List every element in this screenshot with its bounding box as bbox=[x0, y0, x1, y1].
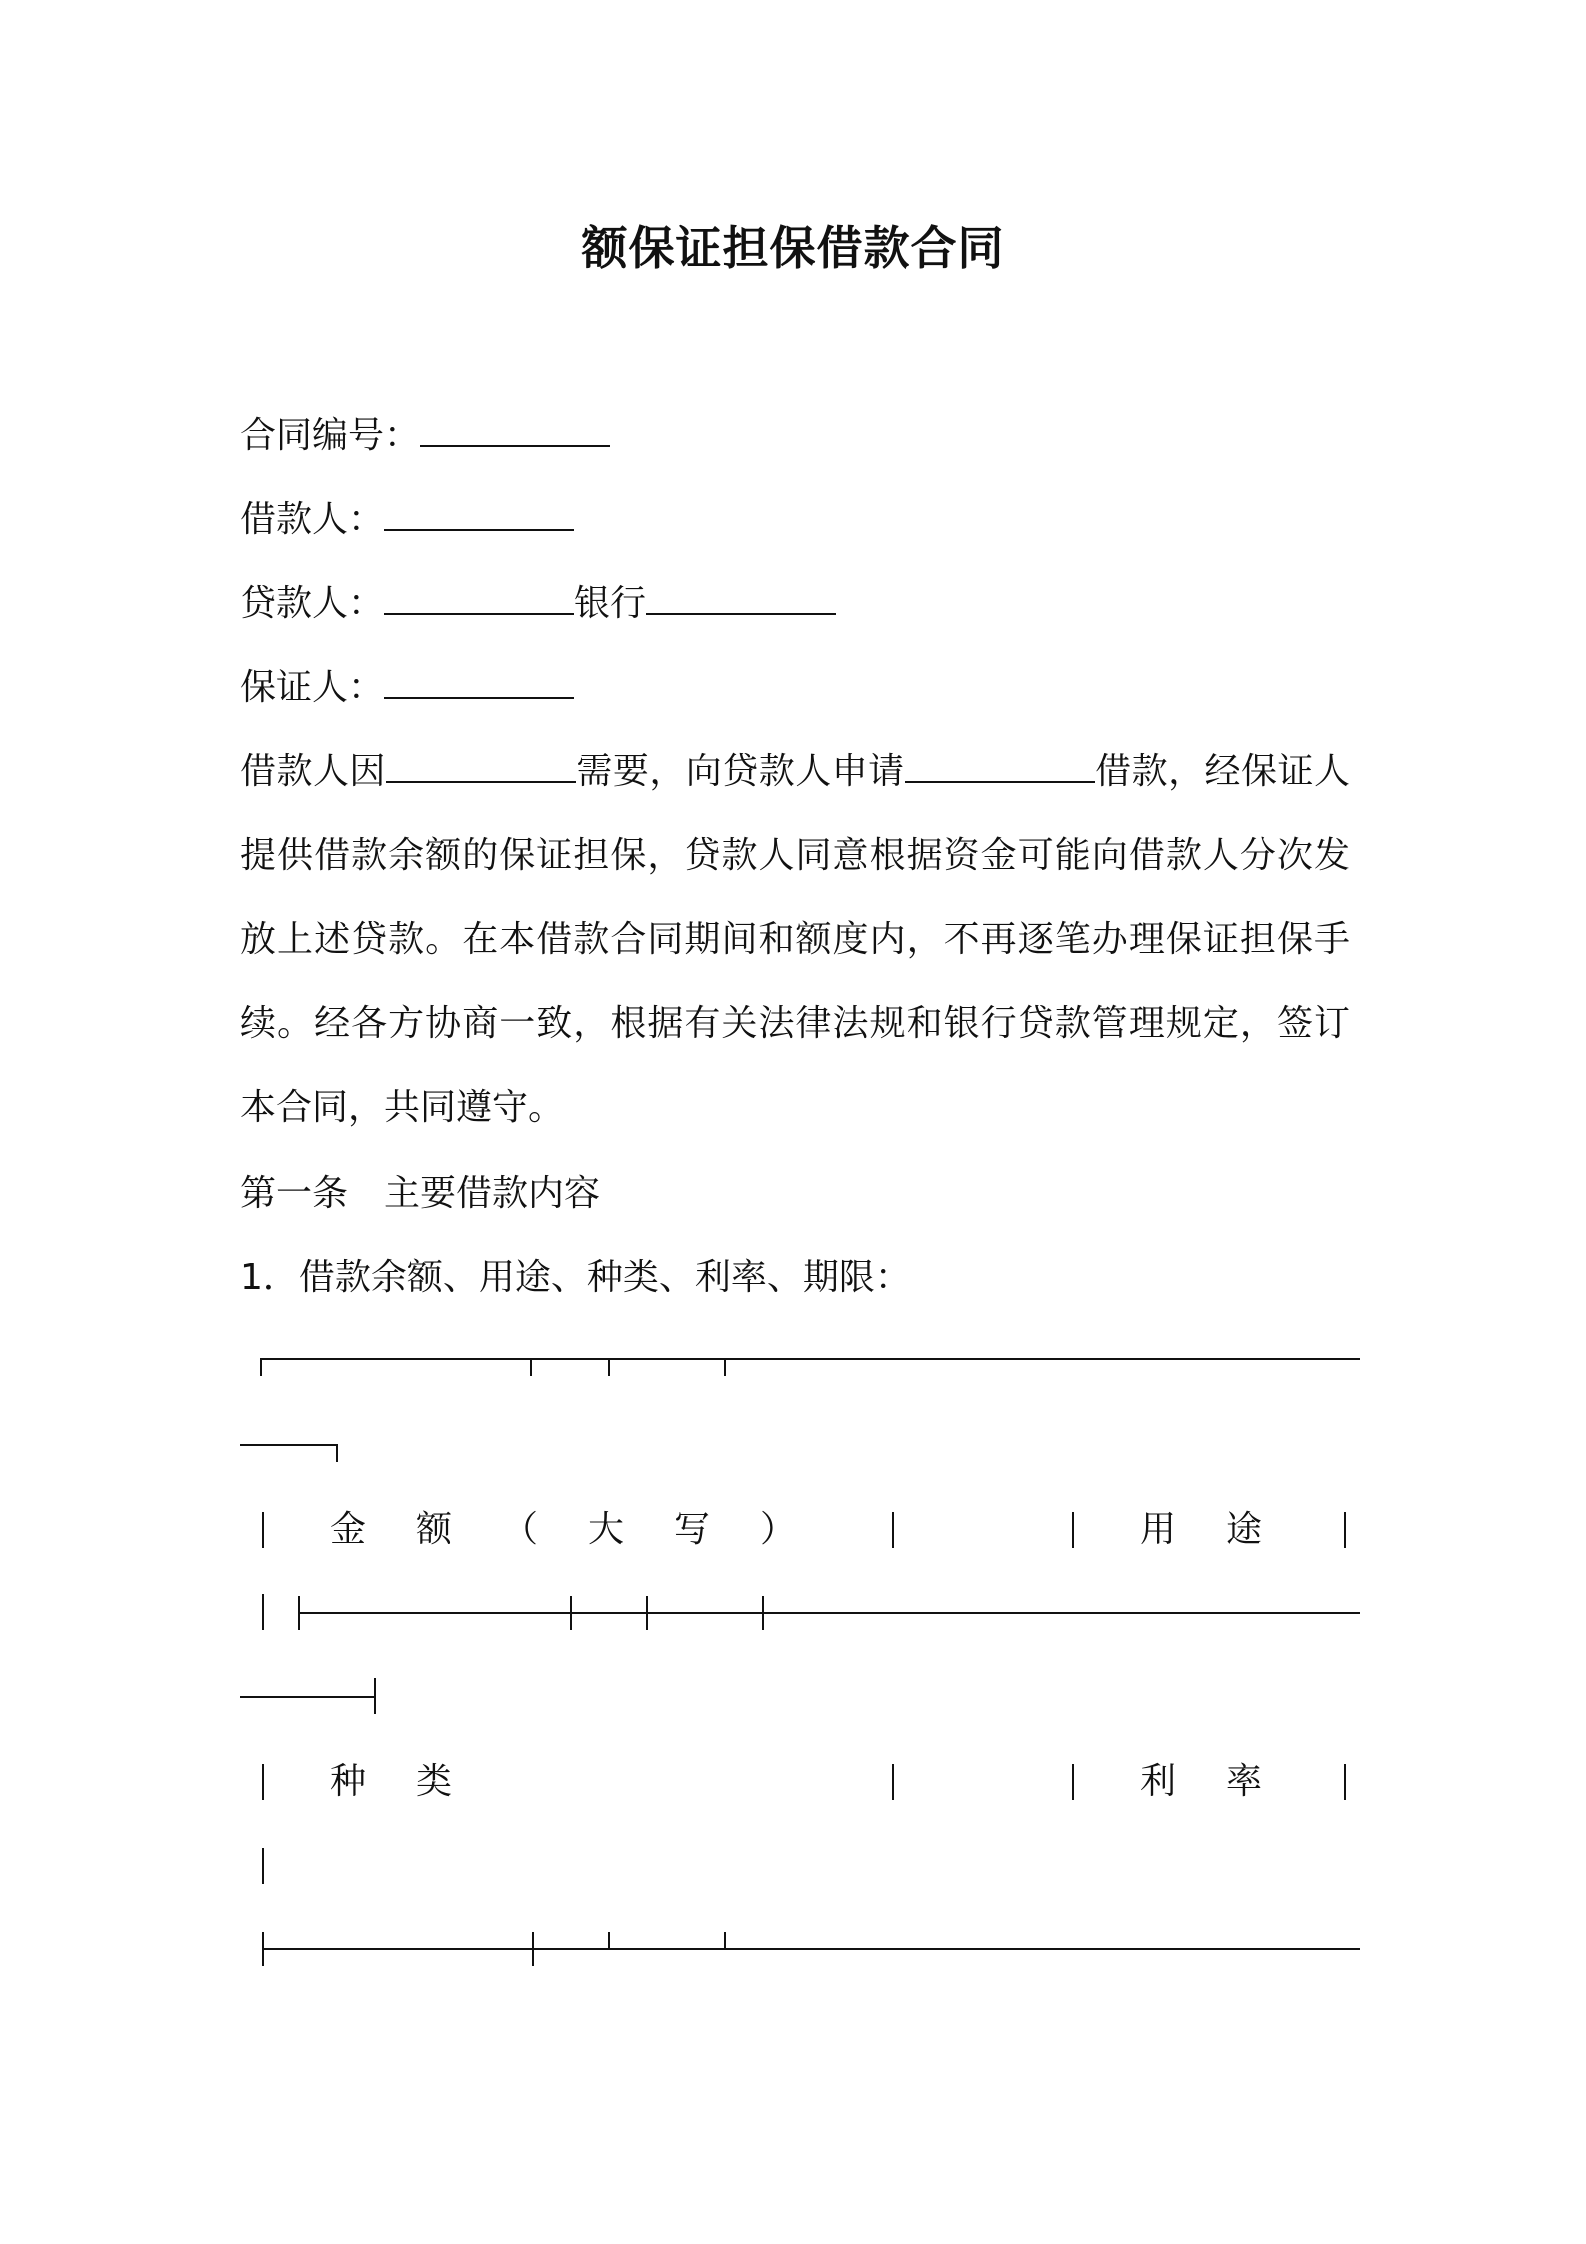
contract-number-label: 合同编号： bbox=[240, 415, 421, 456]
contract-number-blank[interactable] bbox=[420, 415, 610, 447]
preamble-paragraph bbox=[240, 730, 1350, 1150]
contract-number-line bbox=[240, 414, 610, 458]
item-1-heading: 1．借款余额、用途、种类、利率、期限： bbox=[240, 1257, 911, 1298]
table-border bbox=[298, 1612, 1360, 1614]
table-border bbox=[262, 1948, 1360, 1950]
borrower-label: 借款人： bbox=[240, 499, 385, 540]
borrower-line bbox=[240, 498, 574, 542]
lender-line bbox=[240, 582, 836, 626]
table-border bbox=[1072, 1764, 1074, 1800]
article-1-heading: 第一条 主要借款内容 bbox=[240, 1173, 601, 1214]
table-border bbox=[336, 1444, 338, 1462]
lender-label: 贷款人： bbox=[240, 583, 385, 624]
guarantor-label: 保证人： bbox=[240, 667, 385, 708]
preamble-part-2: 需要，向贷款人申请 bbox=[575, 751, 905, 792]
table-border bbox=[262, 1764, 264, 1800]
table-border bbox=[262, 1512, 264, 1548]
table-border bbox=[262, 1932, 264, 1966]
preamble-part-1: 借款人因 bbox=[240, 751, 386, 792]
table-border bbox=[530, 1358, 532, 1376]
table-border bbox=[1072, 1512, 1074, 1548]
table-border bbox=[608, 1358, 610, 1376]
amount-label: 金额（大写） bbox=[330, 1509, 847, 1550]
table-border bbox=[724, 1932, 726, 1948]
table-border bbox=[570, 1596, 572, 1630]
table-border bbox=[260, 1358, 1360, 1360]
table-border bbox=[240, 1444, 336, 1446]
table-border bbox=[892, 1512, 894, 1548]
table-border bbox=[608, 1932, 610, 1948]
guarantor-line bbox=[240, 666, 574, 710]
document-title: 额保证担保借款合同 bbox=[581, 221, 1005, 275]
purpose-blank[interactable] bbox=[386, 751, 576, 783]
type-label: 种类 bbox=[330, 1761, 503, 1802]
table-border bbox=[646, 1596, 648, 1630]
preamble-part-3: 借款，经保证人提供借款余额的保证担保，贷款人同意根据资金可能向借款人分次发放上述贷款。在本借款合同期间和额度内，不再逐笔办理保证担保手续。经各方协商一致，根据有关法律法规和银行贷款管理规定，签订本合同，共同遵守。 bbox=[240, 751, 1350, 1128]
bank-blank[interactable] bbox=[646, 583, 836, 615]
rate-label: 利率 bbox=[1140, 1761, 1313, 1802]
use-label: 用途 bbox=[1140, 1509, 1313, 1550]
bank-label: 银行 bbox=[574, 583, 647, 624]
table-border bbox=[374, 1678, 376, 1714]
table-border bbox=[724, 1358, 726, 1376]
lender-blank[interactable] bbox=[384, 583, 574, 615]
table-border bbox=[762, 1596, 764, 1630]
table-border bbox=[260, 1358, 262, 1376]
table-border bbox=[262, 1594, 264, 1630]
table-border bbox=[1344, 1764, 1346, 1800]
loan-amount-blank[interactable] bbox=[905, 751, 1095, 783]
table-border bbox=[1344, 1512, 1346, 1548]
borrower-blank[interactable] bbox=[384, 499, 574, 531]
table-border bbox=[262, 1848, 264, 1884]
table-border bbox=[532, 1932, 534, 1966]
table-border bbox=[298, 1596, 300, 1630]
table-border bbox=[240, 1696, 374, 1698]
guarantor-blank[interactable] bbox=[384, 667, 574, 699]
table-border bbox=[892, 1764, 894, 1800]
